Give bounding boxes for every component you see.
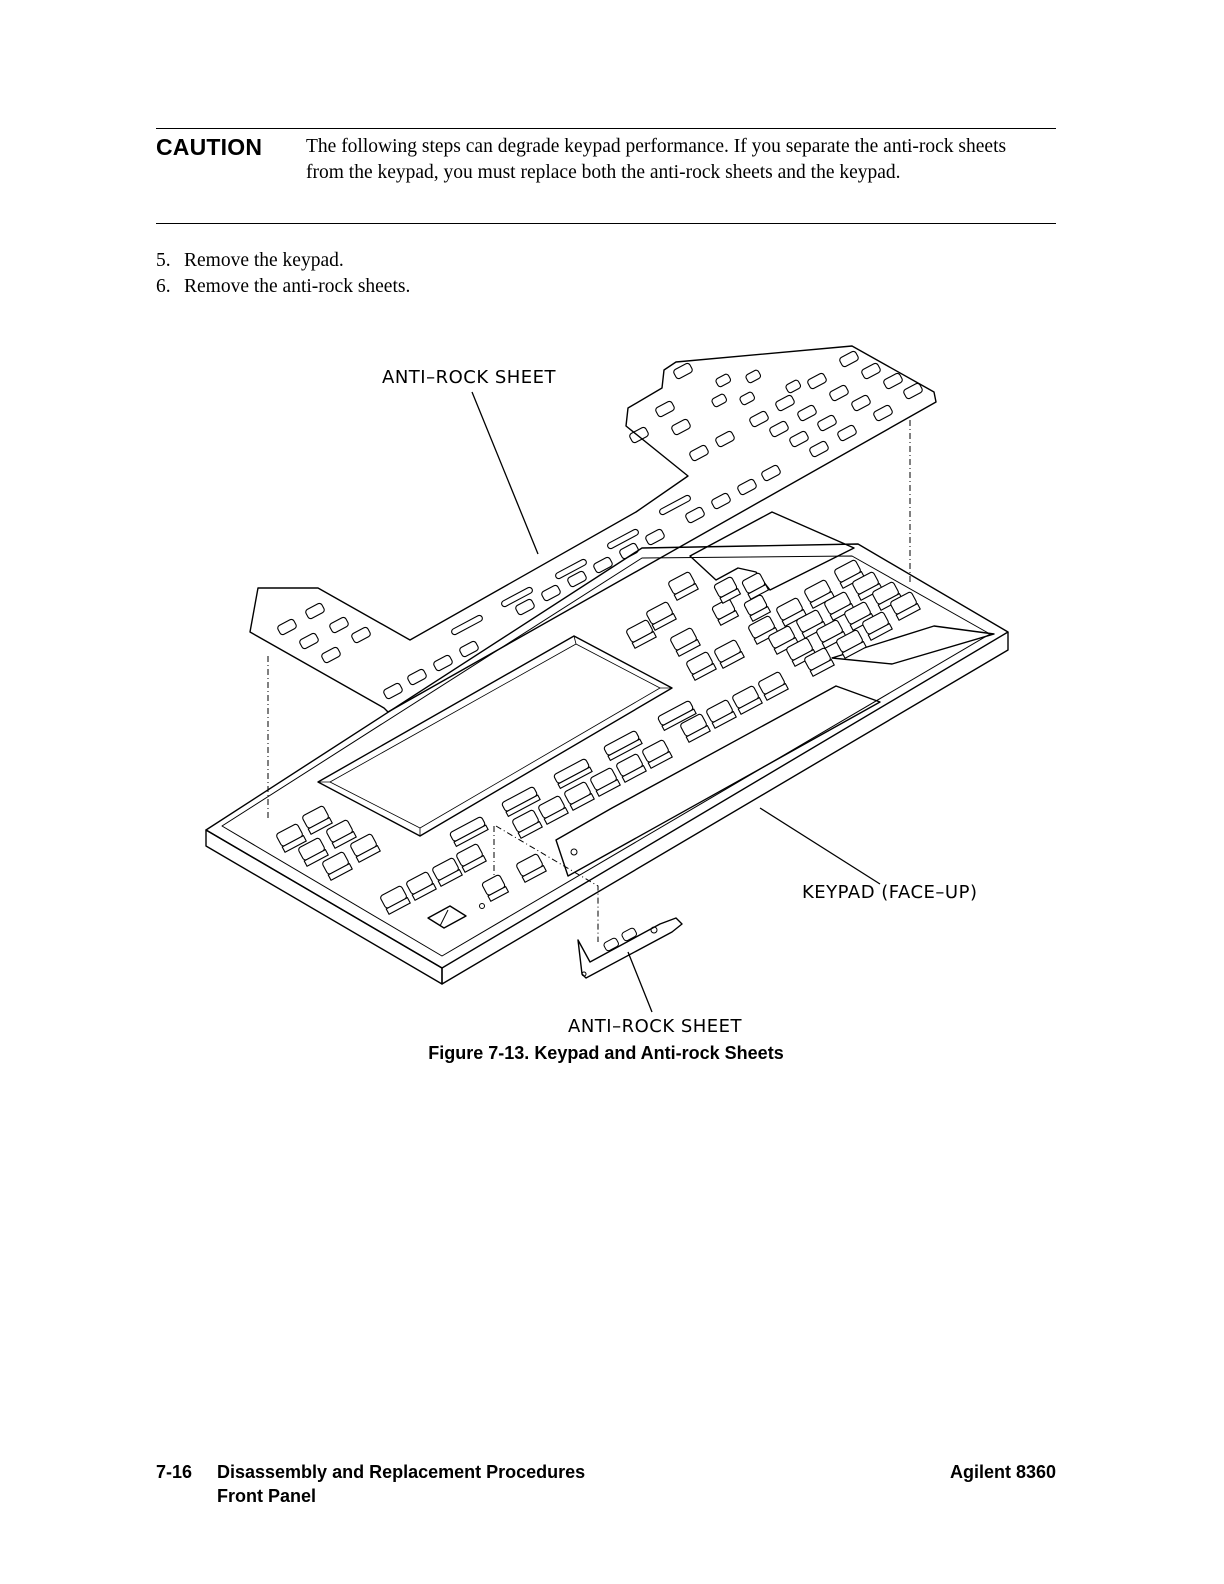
product-name: Agilent 8360 [949, 1462, 1056, 1482]
caution-bottom-rule [156, 223, 1056, 224]
label-top-anti-rock-sheet: ANTI–ROCK SHEET [382, 367, 557, 388]
step-number: 6. [156, 276, 171, 297]
keypad-top-surface [206, 544, 1008, 968]
page-number: 7-16 [156, 1462, 193, 1482]
step-item [156, 248, 410, 274]
figure-caption: Figure 7-13. Keypad and Anti-rock Sheets [428, 1043, 784, 1063]
caution-text: The following steps can degrade keypad performance. If you separate the anti-rock sheets from the keypad, you must replace both the anti-rock sheets and the keypad. [306, 136, 1007, 183]
caution-label: CAUTION [156, 134, 263, 160]
keypad-keys [276, 559, 921, 914]
procedure-steps [156, 248, 410, 300]
label-keypad-face-up: KEYPAD (FACE–UP) [802, 882, 978, 903]
step-text: Remove the keypad. [184, 250, 344, 271]
top-recess [690, 512, 854, 590]
caution-top-rule [156, 128, 1056, 129]
small-cutout [428, 906, 466, 928]
chapter-title: Disassembly and Replacement Procedures [217, 1462, 586, 1482]
section-title: Front Panel [217, 1486, 317, 1506]
step-text: Remove the anti-rock sheets. [184, 276, 411, 297]
step-item [156, 274, 410, 300]
keypad-exploded-diagram [160, 330, 1060, 1040]
label-bottom-anti-rock-sheet: ANTI–ROCK SHEET [568, 1016, 743, 1037]
footer-left [156, 1460, 585, 1508]
display-window [318, 636, 672, 836]
lower-anti-rock-sheet [578, 918, 682, 978]
step-number: 5. [156, 250, 171, 271]
keypad-right-face [442, 632, 1008, 984]
